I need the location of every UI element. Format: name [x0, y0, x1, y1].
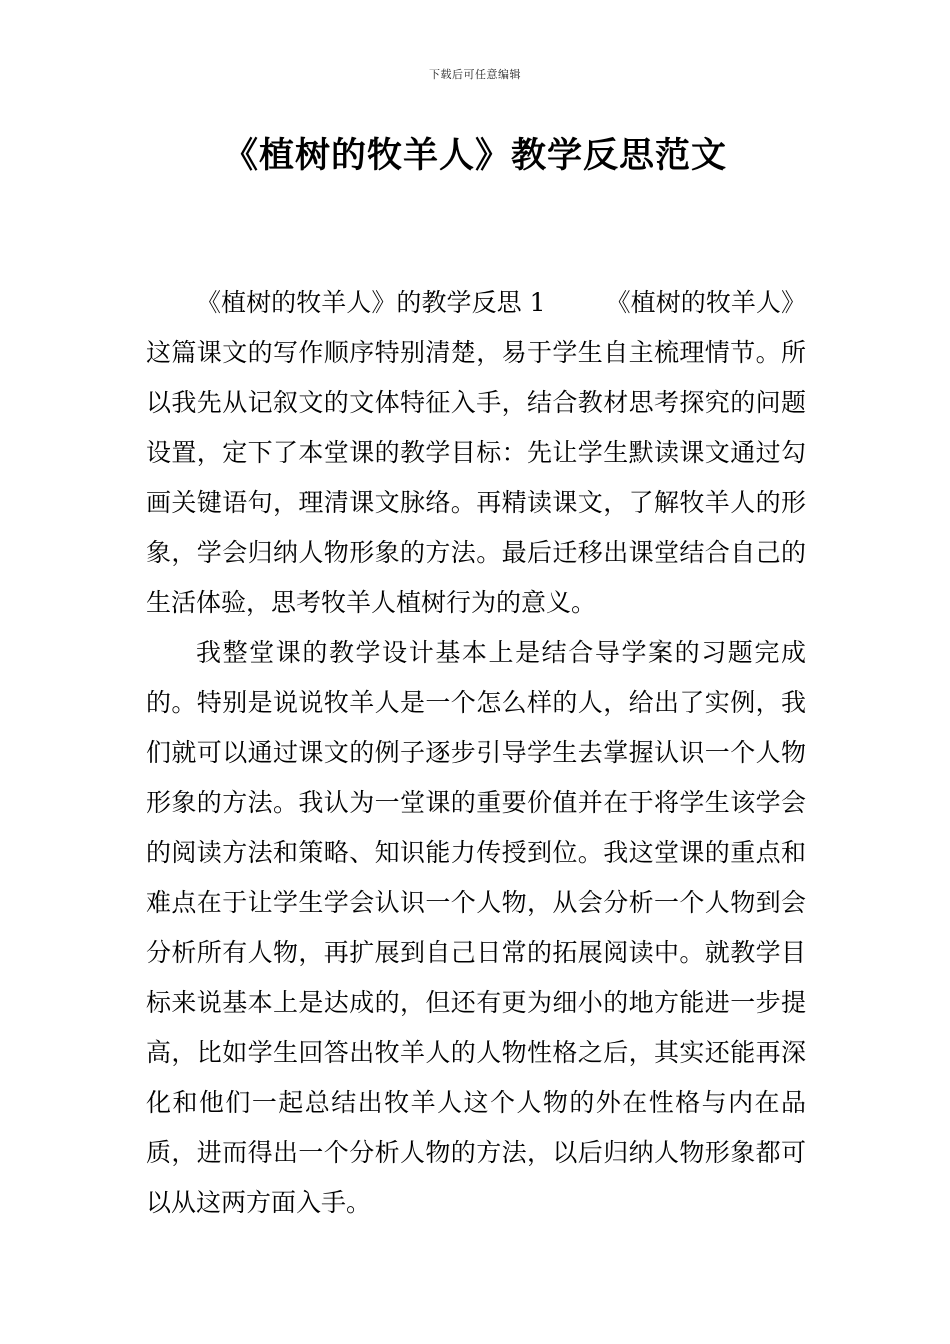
document-body [146, 278, 806, 1228]
paragraph-1-lead: 《植树的牧羊人》的教学反思 1 [196, 288, 546, 317]
paragraph-1 [146, 278, 806, 628]
document-title: 《植树的牧羊人》教学反思范文 [222, 136, 727, 176]
paragraph-2: 我整堂课的教学设计基本上是结合导学案的习题完成的。特别是说说牧羊人是一个怎么样的人，给出了实例，我们就可以通过课文的例子逐步引导学生去掌握认识一个人物形象的方法。我认为一堂课的重要价值并在于将学生该学会的阅读方法和策略、知识能力传授到位。我这堂课的重点和难点在于让学生学会认识一个人物，从会分析一个人物到会分析所有人物，再扩展到自己日常的拓展阅读中。就教学目标来说基本上是达成的，但还有更为细小的地方能进一步提高，比如学生回答出牧羊人的人物性格之后，其实还能再深化和他们一起总结出牧羊人这个人物的外在性格与内在品质，进而得出一个分析人物的方法，以后归纳人物形象都可以从这两方面入手。 [146, 638, 806, 1217]
paragraph-1-text: 《植树的牧羊人》这篇课文的写作顺序特别清楚，易于学生自主梳理情节。所以我先从记叙文的文体特征入手，结合教材思考探究的问题设置，定下了本堂课的教学目标：先让学生默读课文通过勾画关键语句，理清课文脉络。再精读课文，了解牧羊人的形象，学会归纳人物形象的方法。最后迁移出课堂结合自己的生活体验，思考牧羊人植树行为的意义。 [146, 288, 806, 617]
header-note: 下载后可任意编辑 [429, 68, 521, 81]
